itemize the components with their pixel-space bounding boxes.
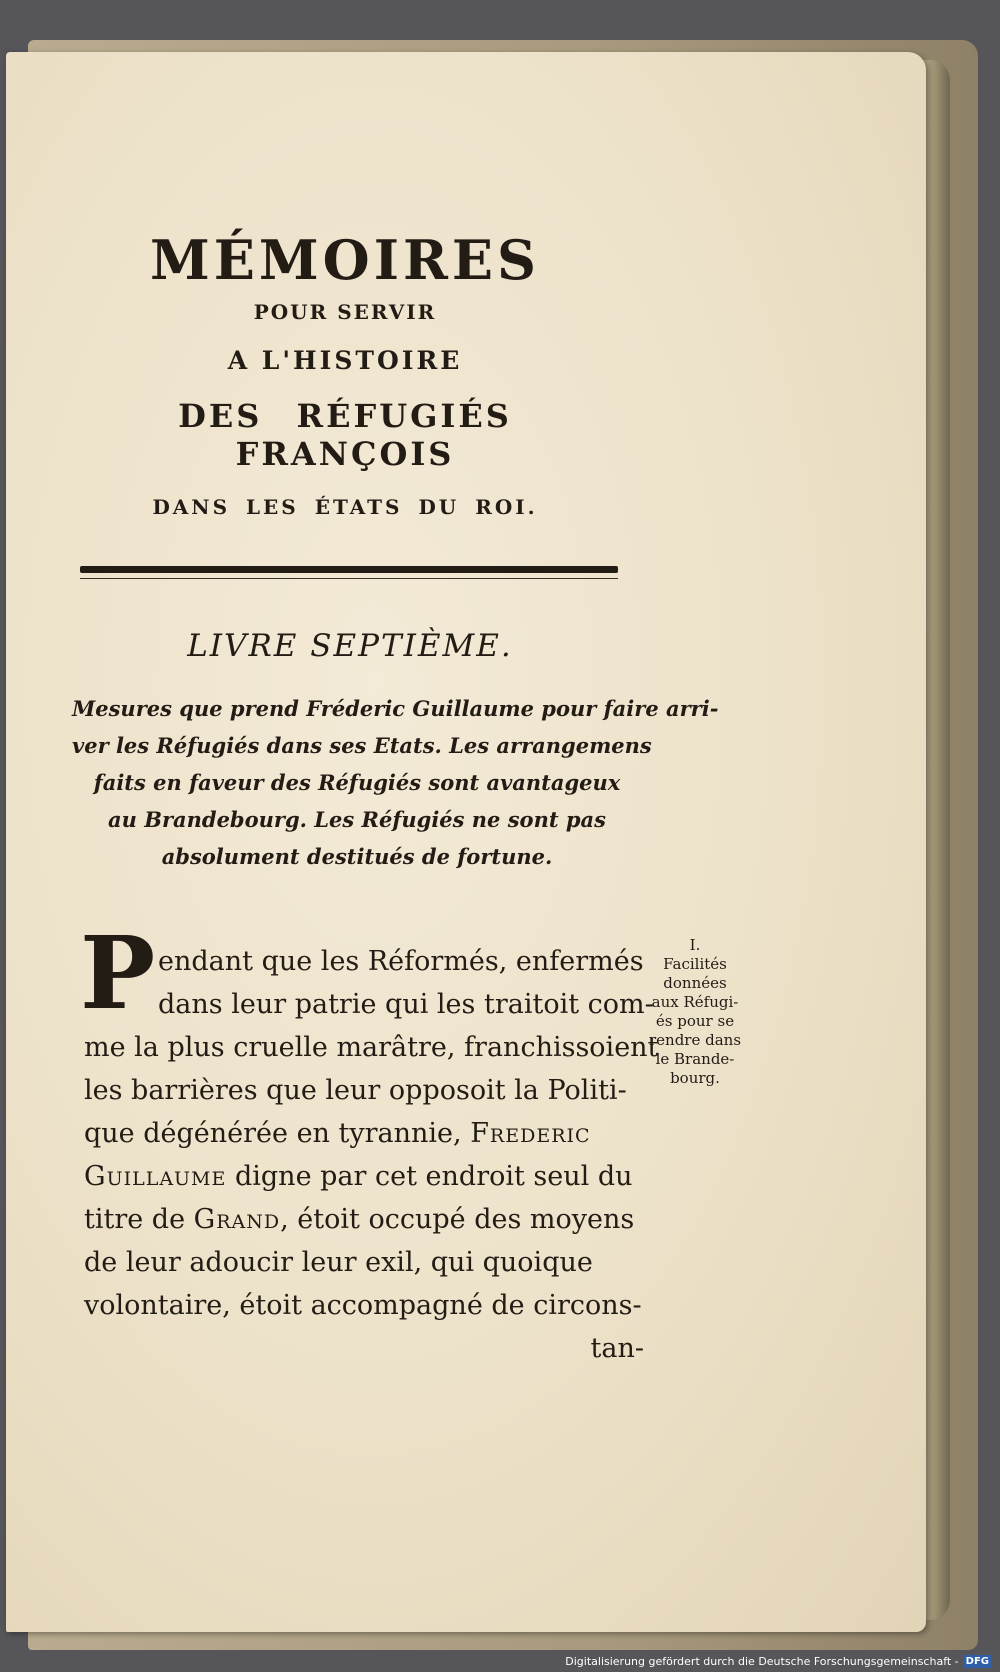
body-text-segment: , étoit occupé des moyens [280, 1204, 635, 1235]
title-main: MÉMOIRES [149, 228, 541, 292]
summary-line: ver les Réfugiés dans ses Etats. Les arrangemens [72, 733, 652, 758]
body-line: dans leur patrie qui les traitoit com- [158, 989, 654, 1020]
title-block [60, 230, 630, 519]
book-heading: LIVRE SEPTIÈME. [187, 628, 513, 664]
drop-cap: P [80, 914, 156, 1032]
margin-note-line: bourg. [670, 1069, 720, 1087]
digitization-credit [565, 1652, 992, 1670]
margin-note [640, 936, 750, 1088]
chapter-summary [72, 690, 719, 875]
body-line [84, 1198, 644, 1241]
margin-note-line: rendre dans [648, 1031, 742, 1049]
body-line: endant que les Réformés, enfermés [158, 946, 644, 977]
margin-note-number: I. [689, 936, 701, 954]
margin-note-line: aux Réfugi- [651, 993, 739, 1011]
summary-line: Mesures que prend Fréderic Guillaume pour faire arri- [72, 696, 719, 721]
margin-note-line: données [663, 974, 727, 992]
body-smallcaps: Grand [193, 1204, 281, 1235]
body-line: de leur adoucir leur exil, qui quoique [84, 1247, 593, 1278]
body-line [84, 1112, 644, 1155]
body-line: les barrières que leur opposoit la Politi- [84, 1075, 627, 1106]
body-text-segment: digne par cet endroit seul du [234, 1161, 633, 1192]
margin-note-line: Facilités [663, 955, 727, 973]
summary-line: faits en faveur des Réfugiés sont avantageux [93, 770, 621, 795]
title-history: A L'HISTOIRE [227, 346, 463, 375]
margin-note-line: le Brande- [655, 1050, 735, 1068]
body-smallcaps: Guillaume [84, 1161, 227, 1192]
credit-text: Digitalisierung gefördert durch die Deutsche Forschungsgemeinschaft - [565, 1654, 959, 1668]
body-line: volontaire, étoit accompagné de circons- [84, 1290, 642, 1321]
heading-rule-thin [80, 578, 618, 579]
catchword: tan- [590, 1333, 644, 1364]
body-smallcaps: Frederic [470, 1118, 591, 1149]
summary-line: absolument destitués de fortune. [161, 844, 553, 869]
title-sub: POUR SERVIR [253, 300, 437, 324]
body-text-segment: titre de [84, 1204, 186, 1235]
summary-line: au Brandebourg. Les Réfugiés ne sont pas [108, 807, 606, 832]
title-refugees: DES RÉFUGIÉS FRANÇOIS [178, 397, 512, 473]
body-line: me la plus cruelle marâtre, franchissoient [84, 1032, 659, 1063]
heading-rule [80, 566, 618, 573]
title-dans: DANS LES ÉTATS DU ROI. [152, 495, 538, 519]
body-text [84, 940, 659, 1370]
body-line [84, 1155, 644, 1198]
dfg-logo: DFG [963, 1655, 992, 1668]
margin-note-line: és pour se [655, 1012, 735, 1030]
body-text-segment: que dégénérée en tyrannie, [84, 1118, 462, 1149]
